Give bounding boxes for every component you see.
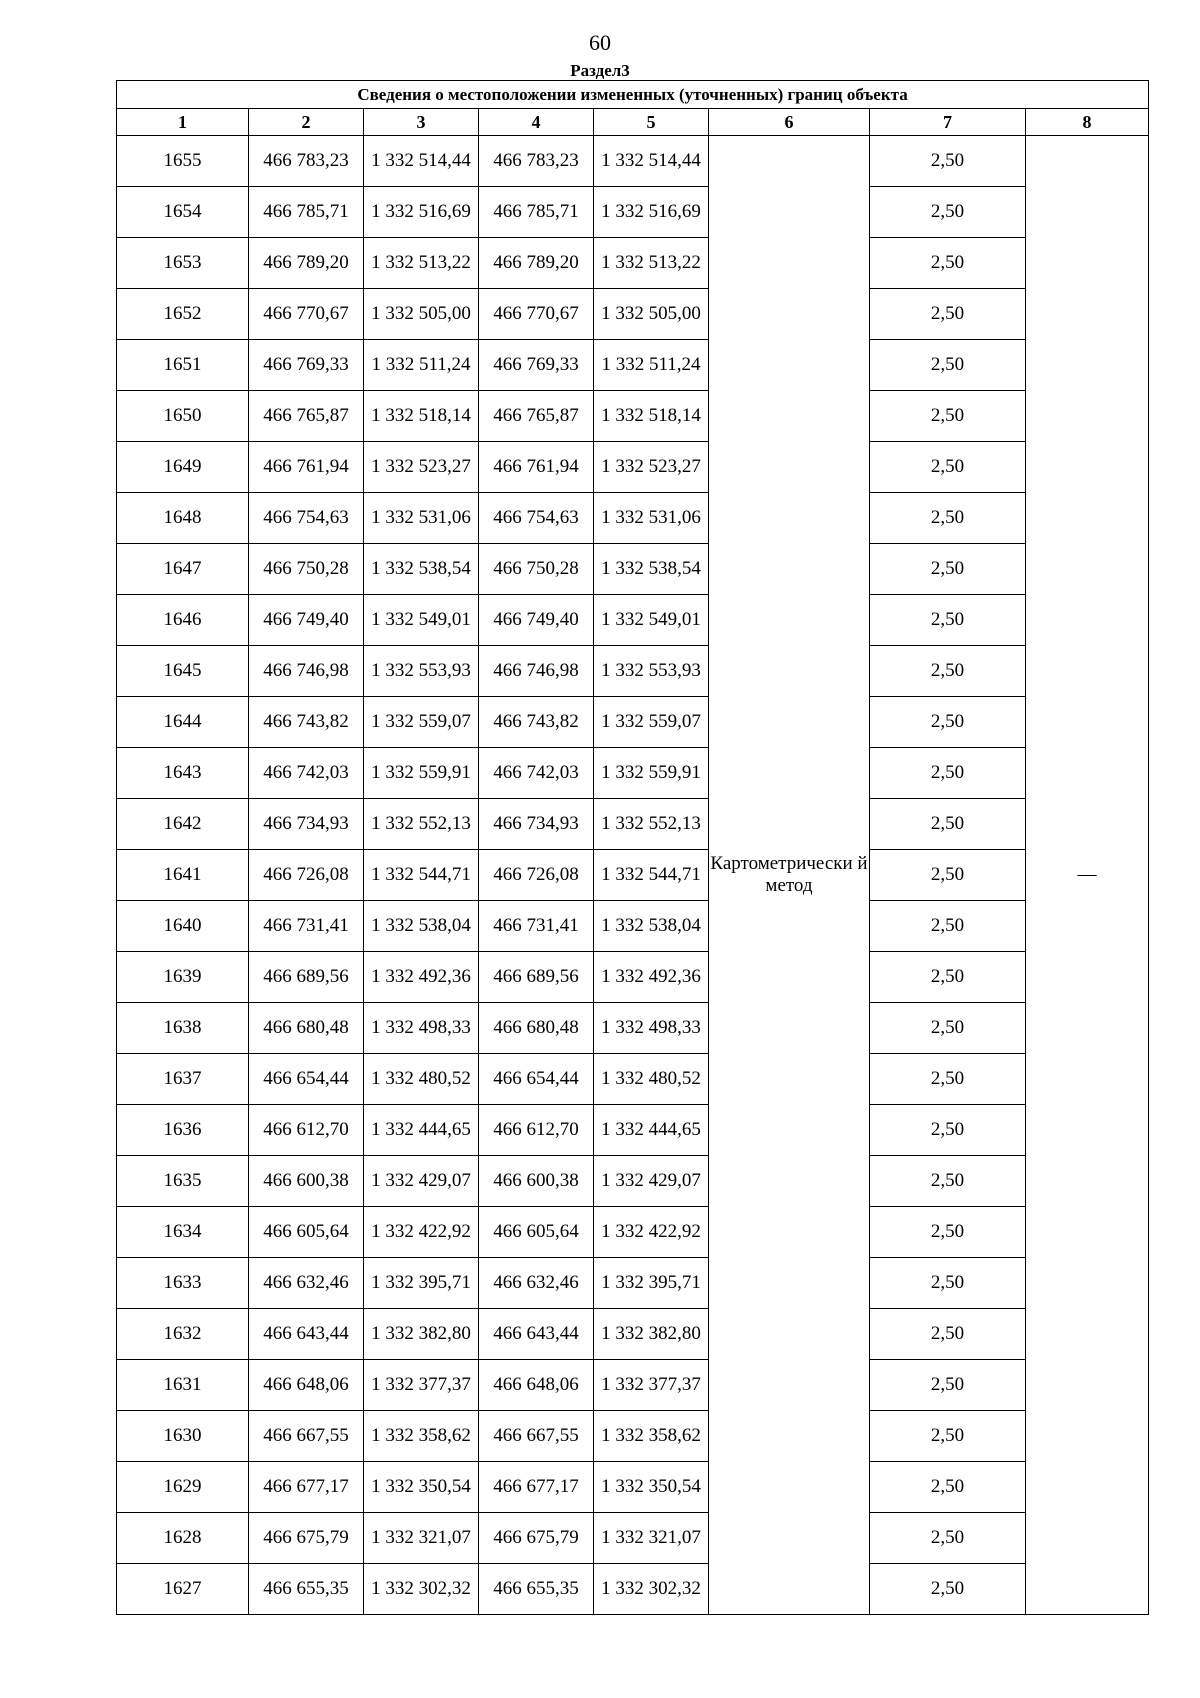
new-y-cell: 1 332 321,07	[594, 1513, 709, 1564]
new-y-cell: 1 332 480,52	[594, 1054, 709, 1105]
old-x-cell: 466 749,40	[249, 595, 364, 646]
old-y-cell: 1 332 514,44	[364, 136, 479, 187]
point-number-cell: 1638	[117, 1003, 249, 1054]
new-x-cell: 466 680,48	[479, 1003, 594, 1054]
new-x-cell: 466 675,79	[479, 1513, 594, 1564]
column-number: 2	[249, 109, 364, 136]
table-row	[117, 748, 1149, 799]
accuracy-cell: 2,50	[870, 493, 1026, 544]
table-row	[117, 238, 1149, 289]
old-y-cell: 1 332 552,13	[364, 799, 479, 850]
point-number-cell: 1639	[117, 952, 249, 1003]
table-caption: Сведения о местоположении измененных (уточненных) границ объекта	[117, 81, 1149, 109]
point-number-cell: 1637	[117, 1054, 249, 1105]
accuracy-cell: 2,50	[870, 1513, 1026, 1564]
old-x-cell: 466 761,94	[249, 442, 364, 493]
new-x-cell: 466 605,64	[479, 1207, 594, 1258]
accuracy-cell: 2,50	[870, 544, 1026, 595]
column-number: 4	[479, 109, 594, 136]
new-x-cell: 466 750,28	[479, 544, 594, 595]
point-number-cell: 1654	[117, 187, 249, 238]
old-y-cell: 1 332 538,04	[364, 901, 479, 952]
old-y-cell: 1 332 492,36	[364, 952, 479, 1003]
point-number-cell: 1632	[117, 1309, 249, 1360]
new-x-cell: 466 689,56	[479, 952, 594, 1003]
point-number-cell: 1649	[117, 442, 249, 493]
new-y-cell: 1 332 538,54	[594, 544, 709, 595]
table-row	[117, 340, 1149, 391]
new-y-cell: 1 332 518,14	[594, 391, 709, 442]
page-number: 60	[589, 30, 611, 55]
old-y-cell: 1 332 377,37	[364, 1360, 479, 1411]
old-y-cell: 1 332 531,06	[364, 493, 479, 544]
new-y-cell: 1 332 498,33	[594, 1003, 709, 1054]
table-row	[117, 493, 1149, 544]
point-number-cell: 1651	[117, 340, 249, 391]
point-number-cell: 1635	[117, 1156, 249, 1207]
old-x-cell: 466 746,98	[249, 646, 364, 697]
old-y-cell: 1 332 382,80	[364, 1309, 479, 1360]
new-x-cell: 466 734,93	[479, 799, 594, 850]
old-y-cell: 1 332 523,27	[364, 442, 479, 493]
new-x-cell: 466 612,70	[479, 1105, 594, 1156]
accuracy-cell: 2,50	[870, 646, 1026, 697]
old-x-cell: 466 605,64	[249, 1207, 364, 1258]
old-x-cell: 466 754,63	[249, 493, 364, 544]
old-x-cell: 466 677,17	[249, 1462, 364, 1513]
accuracy-cell: 2,50	[870, 1105, 1026, 1156]
new-x-cell: 466 789,20	[479, 238, 594, 289]
table-body	[117, 136, 1149, 1615]
table-row	[117, 442, 1149, 493]
point-number-cell: 1653	[117, 238, 249, 289]
accuracy-cell: 2,50	[870, 697, 1026, 748]
accuracy-cell: 2,50	[870, 1462, 1026, 1513]
accuracy-cell: 2,50	[870, 1054, 1026, 1105]
point-number-cell: 1648	[117, 493, 249, 544]
point-number-cell: 1642	[117, 799, 249, 850]
new-y-cell: 1 332 511,24	[594, 340, 709, 391]
accuracy-cell: 2,50	[870, 391, 1026, 442]
new-x-cell: 466 754,63	[479, 493, 594, 544]
table-row	[117, 544, 1149, 595]
accuracy-cell: 2,50	[870, 136, 1026, 187]
table-row	[117, 1564, 1149, 1615]
new-x-cell: 466 648,06	[479, 1360, 594, 1411]
new-x-cell: 466 600,38	[479, 1156, 594, 1207]
point-number-cell: 1629	[117, 1462, 249, 1513]
old-y-cell: 1 332 559,91	[364, 748, 479, 799]
new-y-cell: 1 332 538,04	[594, 901, 709, 952]
new-x-cell: 466 655,35	[479, 1564, 594, 1615]
old-x-cell: 466 689,56	[249, 952, 364, 1003]
new-y-cell: 1 332 382,80	[594, 1309, 709, 1360]
old-x-cell: 466 743,82	[249, 697, 364, 748]
point-number-cell: 1646	[117, 595, 249, 646]
old-x-cell: 466 675,79	[249, 1513, 364, 1564]
accuracy-cell: 2,50	[870, 748, 1026, 799]
old-y-cell: 1 332 505,00	[364, 289, 479, 340]
accuracy-cell: 2,50	[870, 340, 1026, 391]
old-y-cell: 1 332 480,52	[364, 1054, 479, 1105]
table-row	[117, 136, 1149, 187]
old-y-cell: 1 332 302,32	[364, 1564, 479, 1615]
point-number-cell: 1655	[117, 136, 249, 187]
column-number: 5	[594, 109, 709, 136]
point-number-cell: 1627	[117, 1564, 249, 1615]
table-row	[117, 1054, 1149, 1105]
new-y-cell: 1 332 358,62	[594, 1411, 709, 1462]
new-x-cell: 466 770,67	[479, 289, 594, 340]
table-row	[117, 952, 1149, 1003]
new-x-cell: 466 632,46	[479, 1258, 594, 1309]
old-y-cell: 1 332 444,65	[364, 1105, 479, 1156]
new-x-cell: 466 783,23	[479, 136, 594, 187]
column-number-row	[117, 109, 1149, 136]
new-x-cell: 466 742,03	[479, 748, 594, 799]
point-number-cell: 1647	[117, 544, 249, 595]
old-y-cell: 1 332 422,92	[364, 1207, 479, 1258]
point-number-cell: 1636	[117, 1105, 249, 1156]
old-y-cell: 1 332 513,22	[364, 238, 479, 289]
new-y-cell: 1 332 559,91	[594, 748, 709, 799]
column-number: 3	[364, 109, 479, 136]
old-x-cell: 466 734,93	[249, 799, 364, 850]
new-x-cell: 466 785,71	[479, 187, 594, 238]
new-y-cell: 1 332 302,32	[594, 1564, 709, 1615]
new-y-cell: 1 332 422,92	[594, 1207, 709, 1258]
table-row	[117, 1309, 1149, 1360]
accuracy-cell: 2,50	[870, 1564, 1026, 1615]
table-row	[117, 799, 1149, 850]
point-number-cell: 1628	[117, 1513, 249, 1564]
old-x-cell: 466 785,71	[249, 187, 364, 238]
accuracy-cell: 2,50	[870, 1258, 1026, 1309]
table-row	[117, 1258, 1149, 1309]
table-row	[117, 850, 1149, 901]
section-title: Раздел3	[570, 61, 630, 80]
table-row	[117, 289, 1149, 340]
table-row	[117, 1462, 1149, 1513]
new-y-cell: 1 332 350,54	[594, 1462, 709, 1513]
old-y-cell: 1 332 559,07	[364, 697, 479, 748]
new-x-cell: 466 765,87	[479, 391, 594, 442]
old-y-cell: 1 332 429,07	[364, 1156, 479, 1207]
new-y-cell: 1 332 505,00	[594, 289, 709, 340]
description-cell: —	[1026, 136, 1149, 1615]
point-number-cell: 1630	[117, 1411, 249, 1462]
table-row	[117, 187, 1149, 238]
table-row	[117, 1513, 1149, 1564]
point-number-cell: 1644	[117, 697, 249, 748]
old-x-cell: 466 667,55	[249, 1411, 364, 1462]
table-row	[117, 901, 1149, 952]
old-x-cell: 466 654,44	[249, 1054, 364, 1105]
new-y-cell: 1 332 553,93	[594, 646, 709, 697]
table-row	[117, 391, 1149, 442]
column-number: 8	[1026, 109, 1149, 136]
old-y-cell: 1 332 549,01	[364, 595, 479, 646]
accuracy-cell: 2,50	[870, 187, 1026, 238]
new-y-cell: 1 332 513,22	[594, 238, 709, 289]
point-number-cell: 1645	[117, 646, 249, 697]
accuracy-cell: 2,50	[870, 1207, 1026, 1258]
column-number: 7	[870, 109, 1026, 136]
new-y-cell: 1 332 395,71	[594, 1258, 709, 1309]
new-x-cell: 466 769,33	[479, 340, 594, 391]
accuracy-cell: 2,50	[870, 1309, 1026, 1360]
new-y-cell: 1 332 514,44	[594, 136, 709, 187]
new-y-cell: 1 332 523,27	[594, 442, 709, 493]
new-y-cell: 1 332 559,07	[594, 697, 709, 748]
new-x-cell: 466 749,40	[479, 595, 594, 646]
new-y-cell: 1 332 549,01	[594, 595, 709, 646]
point-number-cell: 1643	[117, 748, 249, 799]
accuracy-cell: 2,50	[870, 1003, 1026, 1054]
new-x-cell: 466 667,55	[479, 1411, 594, 1462]
old-x-cell: 466 789,20	[249, 238, 364, 289]
accuracy-cell: 2,50	[870, 442, 1026, 493]
accuracy-cell: 2,50	[870, 799, 1026, 850]
point-number-cell: 1634	[117, 1207, 249, 1258]
old-y-cell: 1 332 553,93	[364, 646, 479, 697]
new-y-cell: 1 332 552,13	[594, 799, 709, 850]
old-y-cell: 1 332 516,69	[364, 187, 479, 238]
old-x-cell: 466 726,08	[249, 850, 364, 901]
table-row	[117, 1156, 1149, 1207]
new-y-cell: 1 332 444,65	[594, 1105, 709, 1156]
old-y-cell: 1 332 538,54	[364, 544, 479, 595]
table-row	[117, 1105, 1149, 1156]
table-row	[117, 1411, 1149, 1462]
old-y-cell: 1 332 395,71	[364, 1258, 479, 1309]
old-x-cell: 466 770,67	[249, 289, 364, 340]
accuracy-cell: 2,50	[870, 952, 1026, 1003]
new-y-cell: 1 332 429,07	[594, 1156, 709, 1207]
accuracy-cell: 2,50	[870, 289, 1026, 340]
table-row	[117, 595, 1149, 646]
old-y-cell: 1 332 350,54	[364, 1462, 479, 1513]
old-x-cell: 466 643,44	[249, 1309, 364, 1360]
accuracy-cell: 2,50	[870, 595, 1026, 646]
method-cell: Картометрически й метод	[709, 136, 870, 1615]
old-x-cell: 466 655,35	[249, 1564, 364, 1615]
old-y-cell: 1 332 358,62	[364, 1411, 479, 1462]
old-x-cell: 466 632,46	[249, 1258, 364, 1309]
new-x-cell: 466 677,17	[479, 1462, 594, 1513]
column-number: 6	[709, 109, 870, 136]
old-y-cell: 1 332 518,14	[364, 391, 479, 442]
table-row	[117, 1360, 1149, 1411]
old-y-cell: 1 332 321,07	[364, 1513, 479, 1564]
new-x-cell: 466 643,44	[479, 1309, 594, 1360]
old-y-cell: 1 332 498,33	[364, 1003, 479, 1054]
accuracy-cell: 2,50	[870, 1360, 1026, 1411]
old-x-cell: 466 600,38	[249, 1156, 364, 1207]
coordinates-table	[116, 80, 1149, 1615]
point-number-cell: 1641	[117, 850, 249, 901]
accuracy-cell: 2,50	[870, 901, 1026, 952]
old-x-cell: 466 769,33	[249, 340, 364, 391]
new-y-cell: 1 332 531,06	[594, 493, 709, 544]
new-x-cell: 466 761,94	[479, 442, 594, 493]
old-x-cell: 466 783,23	[249, 136, 364, 187]
table-caption-row	[117, 81, 1149, 109]
point-number-cell: 1633	[117, 1258, 249, 1309]
new-x-cell: 466 654,44	[479, 1054, 594, 1105]
accuracy-cell: 2,50	[870, 850, 1026, 901]
column-number: 1	[117, 109, 249, 136]
old-x-cell: 466 612,70	[249, 1105, 364, 1156]
table-row	[117, 646, 1149, 697]
table-row	[117, 1207, 1149, 1258]
new-x-cell: 466 743,82	[479, 697, 594, 748]
accuracy-cell: 2,50	[870, 1411, 1026, 1462]
new-x-cell: 466 746,98	[479, 646, 594, 697]
point-number-cell: 1640	[117, 901, 249, 952]
old-x-cell: 466 765,87	[249, 391, 364, 442]
new-x-cell: 466 731,41	[479, 901, 594, 952]
table-row	[117, 1003, 1149, 1054]
new-y-cell: 1 332 544,71	[594, 850, 709, 901]
new-y-cell: 1 332 377,37	[594, 1360, 709, 1411]
point-number-cell: 1631	[117, 1360, 249, 1411]
old-x-cell: 466 731,41	[249, 901, 364, 952]
new-y-cell: 1 332 492,36	[594, 952, 709, 1003]
old-y-cell: 1 332 511,24	[364, 340, 479, 391]
accuracy-cell: 2,50	[870, 1156, 1026, 1207]
old-y-cell: 1 332 544,71	[364, 850, 479, 901]
accuracy-cell: 2,50	[870, 238, 1026, 289]
old-x-cell: 466 742,03	[249, 748, 364, 799]
table-row	[117, 697, 1149, 748]
new-y-cell: 1 332 516,69	[594, 187, 709, 238]
old-x-cell: 466 648,06	[249, 1360, 364, 1411]
old-x-cell: 466 680,48	[249, 1003, 364, 1054]
point-number-cell: 1650	[117, 391, 249, 442]
point-number-cell: 1652	[117, 289, 249, 340]
new-x-cell: 466 726,08	[479, 850, 594, 901]
old-x-cell: 466 750,28	[249, 544, 364, 595]
